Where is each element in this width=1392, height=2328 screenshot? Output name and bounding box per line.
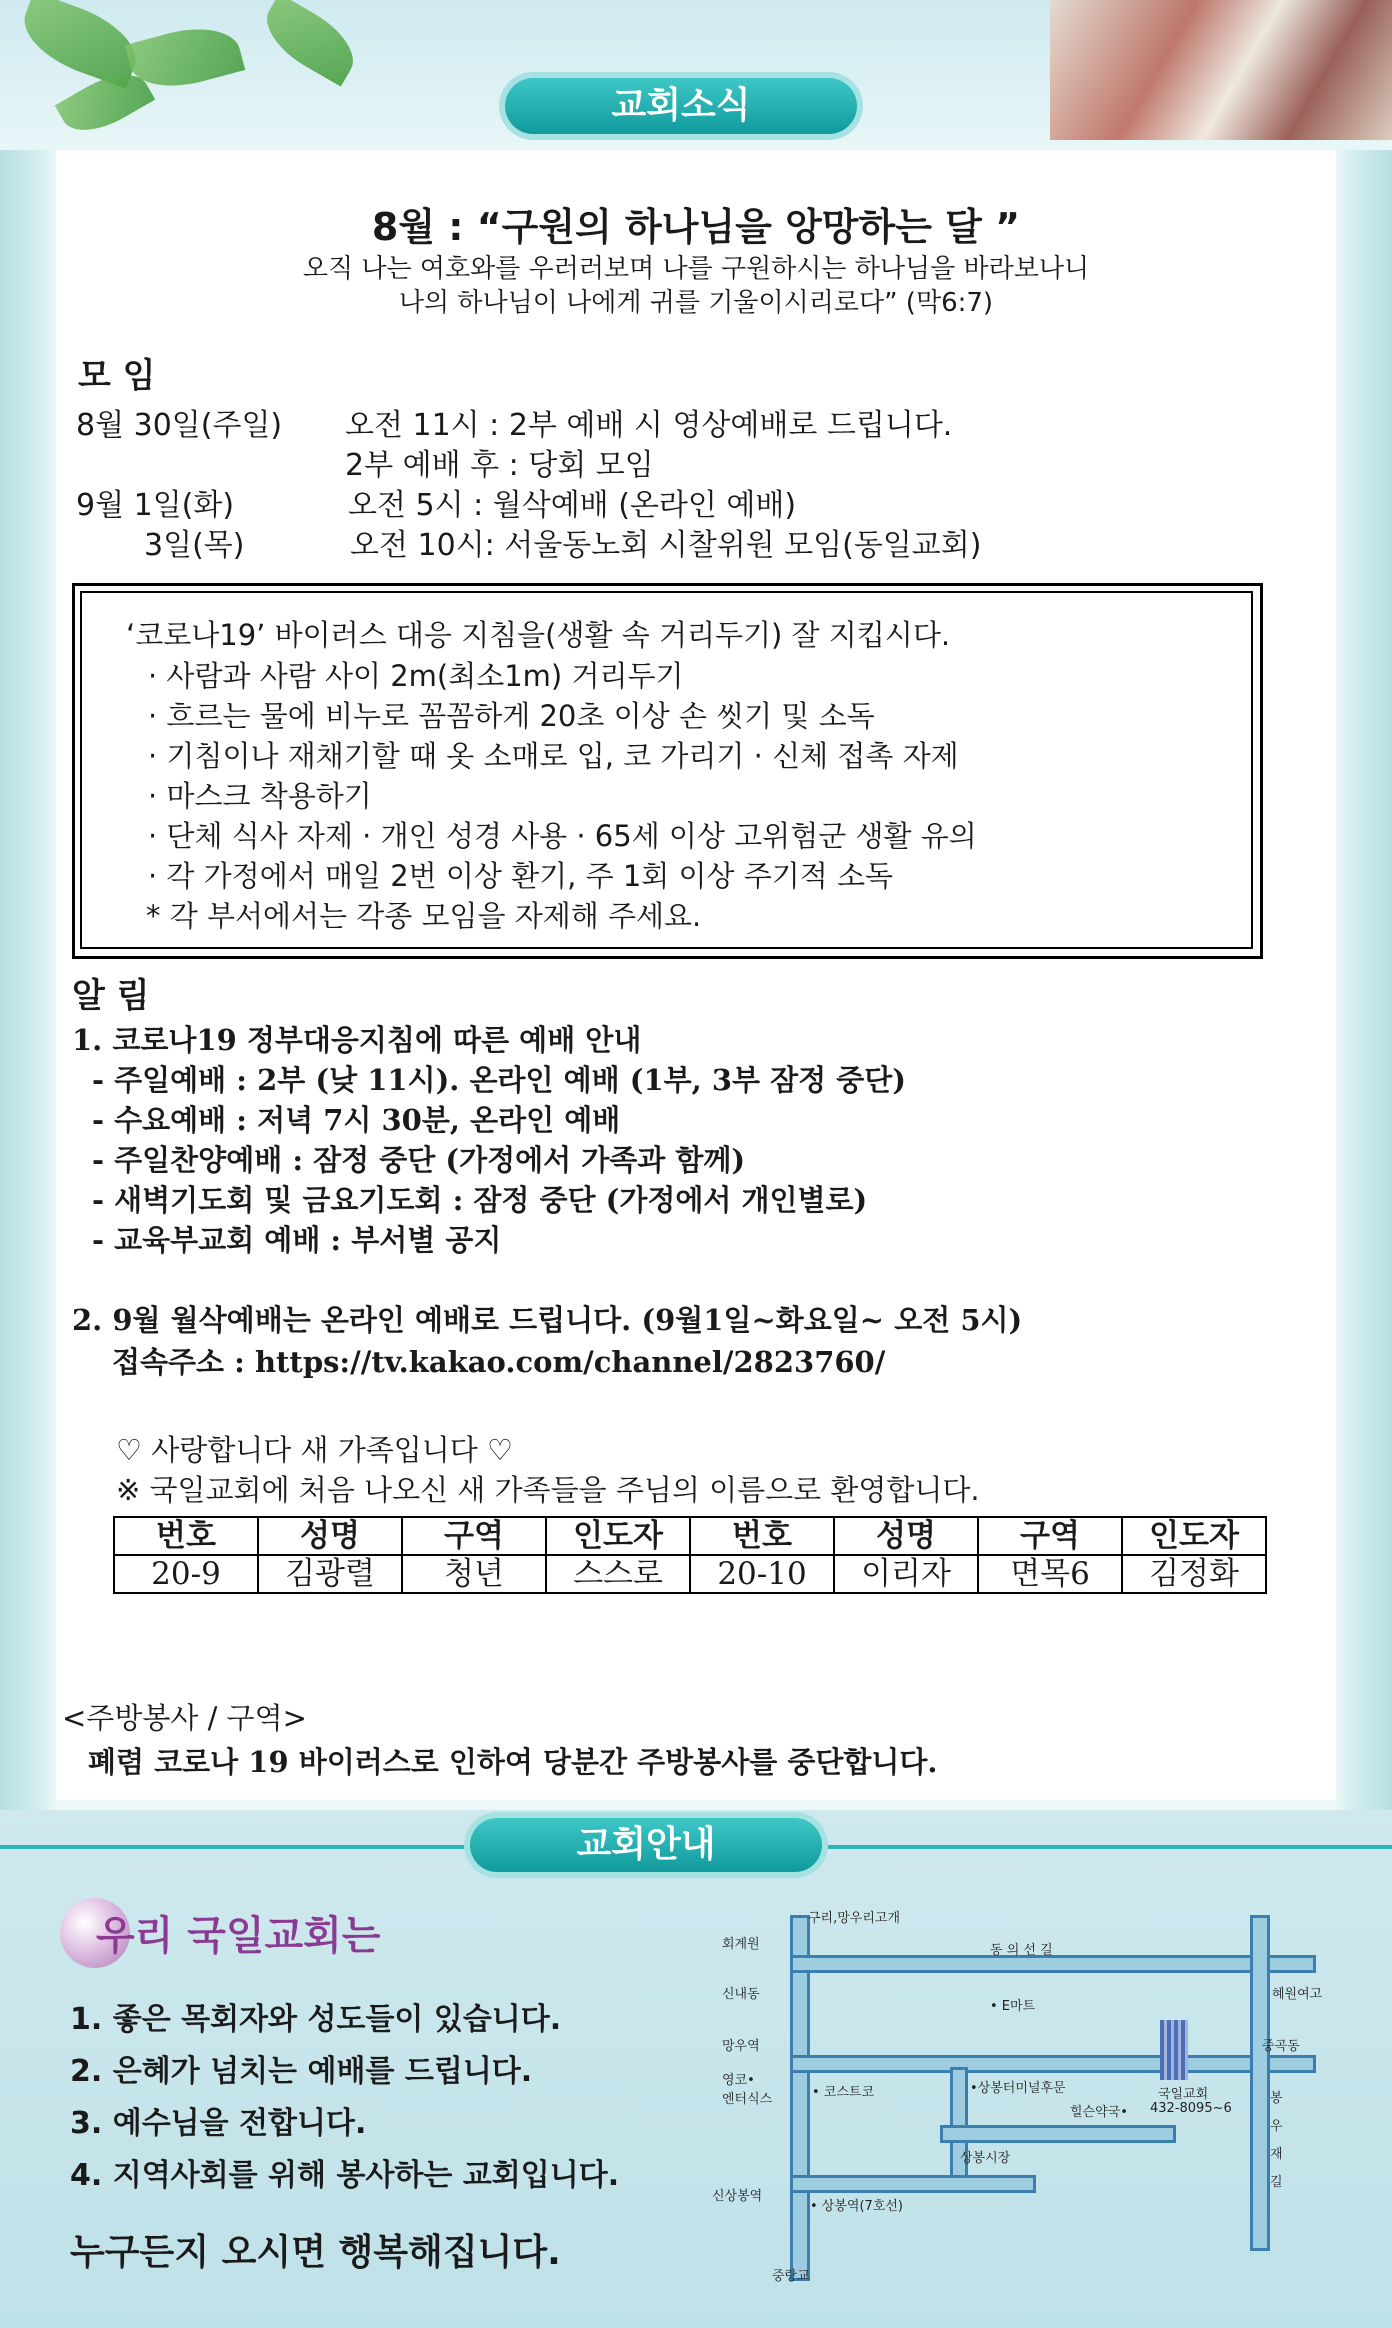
- map-label: 망우역: [722, 2039, 760, 2054]
- covid-item: · 흐르는 물에 비누로 꼼꼼하게 20초 이상 손 씻기 및 소독: [148, 699, 875, 733]
- table-header-cell: 인도자: [1122, 1517, 1266, 1555]
- table-cell: 김정화: [1122, 1555, 1266, 1593]
- map-road: [1250, 1915, 1270, 2251]
- map-label: 신상봉역: [712, 2189, 763, 2204]
- welcome-text: ※ 국일교회에 처음 나오신 새 가족들을 주님의 이름으로 환영합니다.: [116, 1473, 980, 1507]
- map-road: [940, 2125, 1176, 2143]
- map-label: 중곡동: [1262, 2039, 1300, 2054]
- map-road: [790, 2055, 1316, 2073]
- table-cell: 청년: [402, 1555, 546, 1593]
- guide-intro: 우리 국일교회는: [96, 1913, 381, 1959]
- map-label: 구리,망우리고개: [808, 1911, 901, 1926]
- meeting-date: 9월 1일(화): [76, 488, 235, 523]
- map-label: 힐슨약국•: [1070, 2105, 1128, 2120]
- covid-item: · 기침이나 재채기할 때 옷 소매로 입, 코 가리기 · 신체 접촉 자제: [148, 739, 959, 773]
- guide-point: 3. 예수님을 전합니다.: [70, 2106, 367, 2141]
- verse-line: 나의 하나님이 나에게 귀를 기울이시리로다” (막6:7): [398, 288, 994, 318]
- meeting-text: 오전 5시 : 월삭예배 (온라인 예배): [348, 488, 797, 523]
- notice-subitem: - 주일예배 : 2부 (낮 11시). 온라인 예배 (1부, 3부 잠정 중단): [92, 1063, 907, 1097]
- meeting-text: 2부 예배 후 : 당회 모임: [345, 448, 654, 483]
- map-label: • E마트: [990, 1999, 1036, 2014]
- table-header-cell: 성명: [258, 1517, 402, 1555]
- notice-heading: 알 림: [72, 976, 150, 1016]
- table-cell: 20-9: [114, 1555, 258, 1593]
- table-header-cell: 번호: [690, 1517, 834, 1555]
- guide-point: 2. 은혜가 넘치는 예배를 드립니다.: [70, 2054, 533, 2089]
- map-label: 혜원여고: [1272, 1987, 1323, 2002]
- notice-subitem: - 주일찬양예배 : 잠정 중단 (가정에서 가족과 함께): [92, 1143, 746, 1177]
- notice-subitem: - 교육부교회 예배 : 부서별 공지: [92, 1223, 502, 1257]
- table-cell: 스스로: [546, 1555, 690, 1593]
- map-label: 회계원: [722, 1937, 760, 1952]
- map-label: 신내동: [722, 1987, 760, 2002]
- covid-title: ‘코로나19’ 바이러스 대응 지침을(생활 속 거리두기) 잘 지킵시다.: [126, 618, 951, 652]
- table-header-cell: 구역: [402, 1517, 546, 1555]
- map-label: • 상봉역(7호선): [810, 2199, 904, 2214]
- table-cell: 면목6: [978, 1555, 1122, 1593]
- covid-item: * 각 부서에서는 각종 모임을 자제해 주세요.: [146, 899, 702, 933]
- church-building-icon: [1160, 2020, 1188, 2080]
- meeting-date: 8월 30일(주일): [76, 408, 283, 443]
- map-label: 동 의 선 길: [990, 1943, 1053, 1958]
- header-photo: [1050, 0, 1392, 140]
- online-url-link[interactable]: 접속주소 : https://tv.kakao.com/channel/2823760/: [112, 1345, 886, 1379]
- covid-item: · 단체 식사 자제 · 개인 성경 사용 · 65세 이상 고위험군 생활 유의: [148, 819, 977, 853]
- covid-item: · 각 가정에서 매일 2번 이상 환기, 주 1회 이상 주기적 소독: [148, 859, 894, 893]
- verse-title: 8월 : “구원의 하나님을 앙망하는 달 ”: [371, 205, 1021, 249]
- table-header-cell: 인도자: [546, 1517, 690, 1555]
- covid-item: · 마스크 착용하기: [148, 779, 372, 813]
- meeting-text: 오전 11시 : 2부 예배 시 영상예배로 드립니다.: [345, 408, 953, 443]
- map-label: 국일교회: [1158, 2087, 1209, 2102]
- notice-subitem: - 수요예배 : 저녁 7시 30분, 온라인 예배: [92, 1103, 621, 1137]
- table-cell: 이리자: [834, 1555, 978, 1593]
- table-header-cell: 번호: [114, 1517, 258, 1555]
- map-label: 봉 우 재 길: [1270, 2091, 1283, 2190]
- map-label: 432-8095~6: [1150, 2101, 1232, 2116]
- notice-item: 2. 9월 월삭예배는 온라인 예배로 드립니다. (9월1일~화요일~ 오전 5시): [72, 1303, 1023, 1337]
- meeting-date: 3일(목): [144, 528, 245, 563]
- guide-title-pill: 교회안내: [470, 1818, 822, 1872]
- map-road: [790, 1955, 1316, 1973]
- newcomer-table: [113, 1516, 1267, 1594]
- guide-closing: 누구든지 오시면 행복해집니다.: [70, 2232, 561, 2273]
- kitchen-heading: <주방봉사 / 구역>: [62, 1701, 307, 1735]
- map-label: 중랑교: [772, 2269, 810, 2284]
- guide-point: 1. 좋은 목회자와 성도들이 있습니다.: [70, 2002, 562, 2037]
- table-header-row: [114, 1517, 1266, 1555]
- map-road: [790, 2175, 1036, 2193]
- guide-point: 4. 지역사회를 위해 봉사하는 교회입니다.: [70, 2158, 620, 2193]
- notice-item: 1. 코로나19 정부대응지침에 따른 예배 안내: [72, 1023, 642, 1057]
- section-title-pill: 교회소식: [505, 78, 857, 134]
- notice-subitem: - 새벽기도회 및 금요기도회 : 잠정 중단 (가정에서 개인별로): [92, 1183, 868, 1217]
- table-header-cell: 구역: [978, 1517, 1122, 1555]
- covid-item: · 사람과 사람 사이 2m(최소1m) 거리두기: [148, 659, 684, 693]
- table-row: [114, 1555, 1266, 1593]
- map-label: 영코• 엔터식스: [722, 2073, 773, 2107]
- kitchen-text: 폐렴 코로나 19 바이러스로 인하여 당분간 주방봉사를 중단합니다.: [88, 1745, 938, 1779]
- meeting-heading: 모 임: [78, 356, 156, 396]
- welcome-title: ♡ 사랑합니다 새 가족입니다 ♡: [116, 1433, 514, 1467]
- table-cell: 20-10: [690, 1555, 834, 1593]
- map-label: •상봉터미널후문: [970, 2081, 1066, 2096]
- map-label: • 코스트코: [812, 2085, 875, 2100]
- map-label: 상봉시장: [960, 2151, 1011, 2166]
- table-header-cell: 성명: [834, 1517, 978, 1555]
- church-location-map: [690, 1895, 1330, 2295]
- verse-line: 오직 나는 여호와를 우러러보며 나를 구원하시는 하나님을 바라보나니: [302, 254, 1090, 284]
- meeting-text: 오전 10시: 서울동노회 시찰위원 모임(동일교회): [350, 528, 982, 563]
- table-cell: 김광렬: [258, 1555, 402, 1593]
